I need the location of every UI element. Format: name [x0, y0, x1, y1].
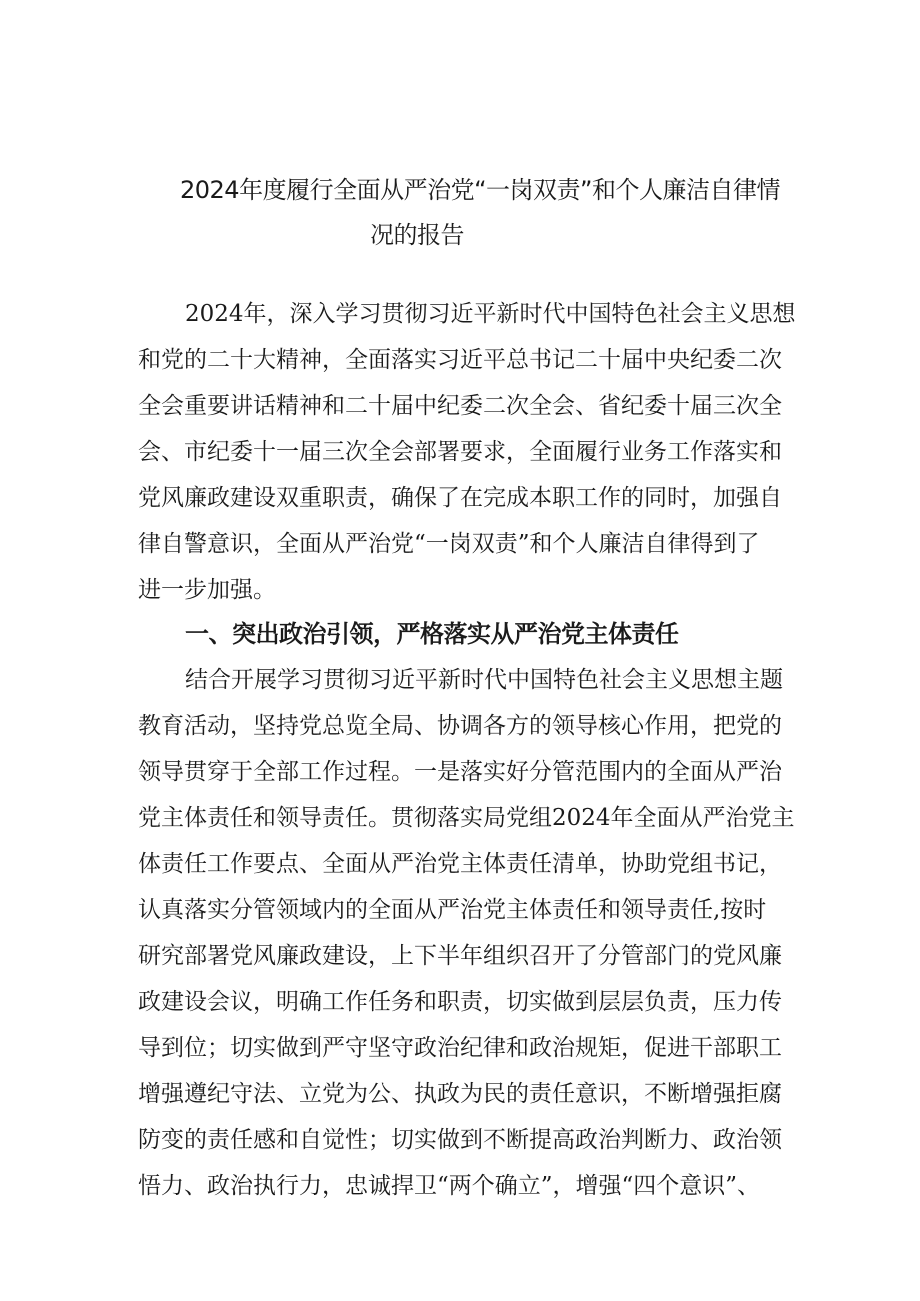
section-line: 领导贯穿于全部工作过程。一是落实好分管范围内的全面从严治: [138, 759, 782, 785]
intro-line: 2024年，深入学习贯彻习近平新时代中国特色社会主义思想: [185, 301, 796, 327]
section-line: 教育活动，坚持党总览全局、协调各方的领导核心作用，把党的: [138, 713, 782, 739]
intro-line: 律自警意识，全面从严治党“一岗双责”和个人廉洁自律得到了: [138, 531, 760, 557]
section-line: 研究部署党风廉政建设，上下半年组织召开了分管部门的党风廉: [138, 943, 782, 969]
section-line: 政建设会议，明确工作任务和职责，切实做到层层负责，压力传: [138, 989, 782, 1015]
section-heading: 一、突出政治引领，严格落实从严治党主体责任: [185, 620, 679, 648]
section-line: 党主体责任和领导责任。贯彻落实局党组2024年全面从严治党主: [138, 805, 795, 831]
section-line: 结合开展学习贯彻习近平新时代中国特色社会主义思想主题: [185, 667, 783, 693]
document-title-line-2: 况的报告: [370, 221, 464, 249]
intro-line: 和党的二十大精神，全面落实习近平总书记二十届中央纪委二次: [138, 347, 782, 373]
section-line: 导到位；切实做到严守坚守政治纪律和政治规矩，促进干部职工: [138, 1035, 782, 1061]
section-line: 悟力、政治执行力，忠诚捍卫“两个确立”，增强“四个意识”、: [138, 1173, 761, 1199]
document-title-line-1: 2024年度履行全面从严治党“一岗双责”和个人廉洁自律情: [180, 176, 780, 204]
section-line: 增强遵纪守法、立党为公、执政为民的责任意识，不断增强拒腐: [138, 1081, 782, 1107]
intro-line: 党风廉政建设双重职责，确保了在完成本职工作的同时，加强自: [138, 485, 782, 511]
section-line: 体责任工作要点、全面从严治党主体责任清单，协助党组书记，: [138, 851, 782, 877]
section-line: 认真落实分管领域内的全面从严治党主体责任和领导责任,按时: [138, 897, 767, 923]
intro-line: 会、市纪委十一届三次全会部署要求，全面履行业务工作落实和: [138, 439, 782, 465]
section-line: 防变的责任感和自觉性；切实做到不断提高政治判断力、政治领: [138, 1127, 782, 1153]
intro-line: 全会重要讲话精神和二十届中纪委二次全会、省纪委十届三次全: [138, 393, 782, 419]
intro-line: 进一步加强。: [138, 577, 276, 603]
